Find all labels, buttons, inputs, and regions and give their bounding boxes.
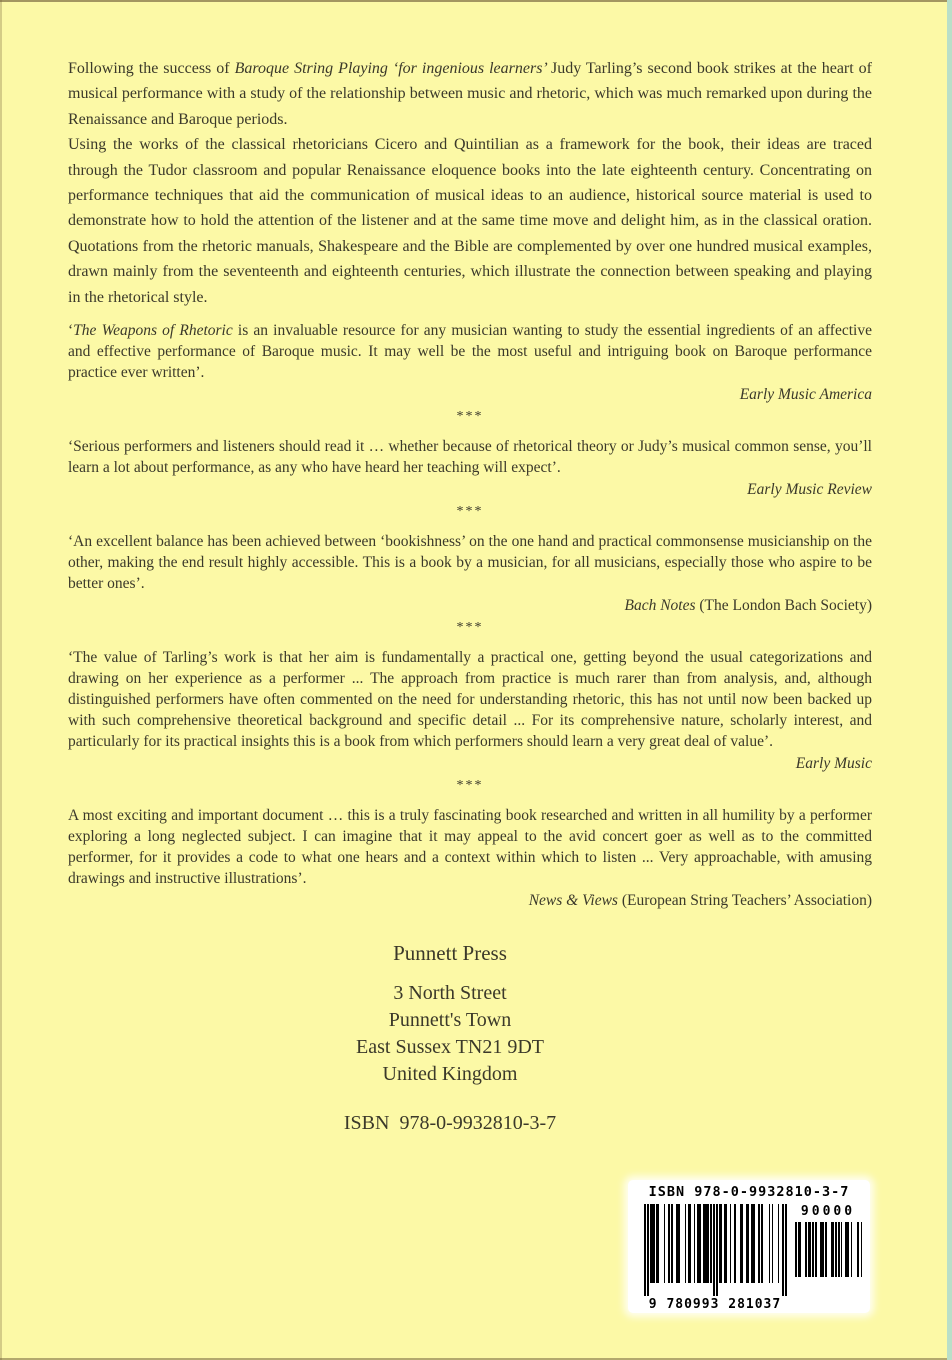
address-line: East Sussex TN21 9DT — [356, 1036, 544, 1059]
section-separator: *** — [456, 778, 484, 794]
review-quote: ‘An excellent balance has been achieved between ‘bookishness’ on the one hand and practical commonsense musicianship on the other, making the end result highly accessible. This is a book by a musician, for all musicians, especially those who aspire to be better ones’. — [68, 533, 872, 593]
review-attribution: Bach Notes (The London Bach Society) — [624, 597, 872, 615]
review-quote: A most exciting and important document … this is a truly fascinating book researched and written in all humility by a performer exploring a long neglected subject. I can imagine that it may appeal to the avid concert goer as well as to the committed performer, for it provides a code to what one hears and a context within which to listen ... Very approachable, with amusing drawings and instructive illustrations’. — [68, 807, 872, 888]
barcode-box — [628, 1180, 870, 1313]
review-attribution: Early Music — [795, 755, 872, 773]
barcode-addon-bars — [794, 1222, 862, 1286]
barcode-addon-value: 90000 — [800, 1204, 856, 1219]
description-paragraph-2: Using the works of the classical rhetoricians Cicero and Quintilian as a framework for the book, their ideas are traced through the Tudor classroom and popular Renaissance eloquence books into the late eighteenth century. Concentrating on performance techniques that aid the communication of musical ideas to an audience, historical source material is used to demonstrate how to hold the attention of the listener and at the same time move and delight him, as in the classical oration. Quotations from the rhetoric manuals, Shakespeare and the Bible are complemented by over one hundred musical examples, drawn mainly from the seventeenth and eighteenth centuries, which illustrate the connection between speaking and playing in the rhetorical style. — [68, 136, 872, 306]
review-5 — [68, 805, 872, 911]
review-attribution: Early Music Review — [747, 481, 872, 499]
section-separator: *** — [456, 504, 484, 520]
section-separator: *** — [456, 409, 484, 425]
barcode-row — [628, 1204, 870, 1312]
barcode-addon — [794, 1204, 862, 1312]
cover-text-block — [68, 56, 872, 1135]
address-line: Punnett's Town — [388, 1009, 512, 1032]
photo-edge-right — [947, 0, 952, 1360]
address-line: 3 North Street — [393, 982, 507, 1005]
review-quote: ‘Serious performers and listeners should read it … whether because of rhetorical theory or Judy’s musical common sense, you’ll learn a lot about performance, as any who have heard her teaching will expect’. — [68, 438, 872, 477]
publisher-block — [48, 941, 852, 1135]
section-separator: *** — [456, 620, 484, 636]
publisher-isbn: ISBN 978-0-9932810-3-7 — [343, 1112, 557, 1135]
publisher-name: Punnett Press — [393, 941, 507, 966]
photo-edge-left — [0, 0, 2, 1360]
review-4 — [68, 647, 872, 795]
barcode-isbn-text: ISBN 978-0-9932810-3-7 — [648, 1184, 850, 1200]
review-1 — [68, 320, 872, 426]
barcode-main-digits: 9 780993 281037 — [648, 1297, 782, 1312]
publisher-address — [48, 980, 852, 1088]
address-line: United Kingdom — [382, 1063, 518, 1086]
review-quote: ‘The value of Tarling’s work is that her aim is fundamentally a practical one, getting beyond the usual categorizations and drawing on her experience as a performer ... The approach from practice is much rarer than from analysis, and, although distinguished performers have often commented on the need for understanding rhetoric, this has not until now been backed up with such comprehensive theoretical background and specific detail ... For its comprehensive nature, scholarly interest, and particularly for its practical insights this is a book from which performers should learn a very great deal of value’. — [68, 649, 872, 751]
barcode-main — [644, 1204, 786, 1312]
review-quote: ‘The Weapons of Rhetoric is an invaluable resource for any musician wanting to study the essential ingredients of an affective and effective performance of Baroque music. It may well be the most useful and intriguing book on Baroque performance practice ever written’. — [68, 322, 872, 382]
description-paragraph-1: Following the success of Baroque String Playing ‘for ingenious learners’ Judy Tarling’s second book strikes at the heart of musical performance with a study of the relationship between music and rhetoric, which was much remarked upon during the Renaissance and Baroque periods. — [68, 60, 873, 128]
photo-edge-top — [0, 0, 952, 2]
review-attribution: Early Music America — [739, 386, 872, 404]
review-3 — [68, 531, 872, 637]
barcode-main-bars — [644, 1204, 786, 1296]
review-2 — [68, 436, 872, 521]
review-attribution: News & Views (European String Teachers’ Association) — [528, 892, 872, 910]
